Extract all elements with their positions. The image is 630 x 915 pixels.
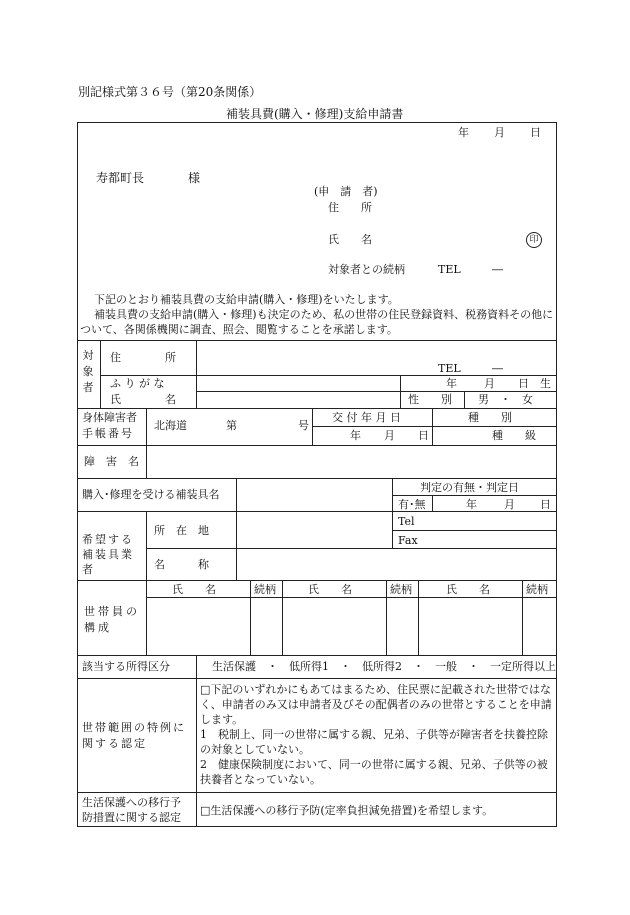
household-name-col-3: 氏 名 — [446, 583, 490, 596]
applicant-tel-dash: ― — [492, 263, 503, 276]
certificate-go: 号 — [298, 419, 309, 432]
judgment-yes-no: 有･無 — [398, 498, 426, 511]
certificate-grade: 種 級 — [492, 429, 536, 442]
household-relation-col-3: 続柄 — [526, 583, 548, 596]
applicant-tel-label: TEL — [438, 263, 461, 276]
certificate-prefecture: 北海道 — [154, 419, 187, 432]
vendor-name-label: 名 称 — [154, 558, 209, 571]
date-day: 日 — [530, 126, 541, 139]
device-name-label: 購入･修理を受ける補装具名 — [82, 488, 220, 501]
vendor-fax-label: Fax — [398, 534, 418, 547]
vendor-label: 希望する補装具業者 — [82, 533, 134, 576]
addressee-suffix: 様 — [188, 171, 201, 185]
furigana-label: ふ り が な — [110, 377, 165, 390]
issue-date-label: 交 付 年 月 日 — [332, 411, 401, 424]
income-label: 該当する所得区分 — [82, 660, 170, 673]
special-item-2: 2 健康保険制度において、同一の世帯に属する親、兄弟、子供等の被扶養者となっていない。 — [200, 758, 548, 786]
household-relation-col-1: 続柄 — [254, 583, 276, 596]
issue-day: 日 — [418, 429, 429, 442]
applicant-header: (申 請 者) — [314, 185, 378, 198]
certificate-dai: 第 — [226, 419, 237, 432]
transition-label-2: 防措置に関する認定 — [82, 811, 181, 824]
date-year: 年 — [458, 126, 469, 139]
sex-label: 性 別 — [408, 393, 452, 406]
household-name-col-2: 氏 名 — [308, 583, 352, 596]
birth-year: 年 — [446, 377, 457, 390]
household-relation-col-2: 続柄 — [390, 583, 412, 596]
subject-address-label: 住 所 — [110, 351, 176, 364]
birth-month: 月 — [484, 377, 495, 390]
subject-name-label: 氏 名 — [110, 393, 176, 406]
sex-options: 男 ・ 女 — [478, 393, 533, 406]
seal-mark: 印 — [526, 232, 542, 248]
household-label: 世帯員の構成 — [84, 605, 140, 634]
special-item-1: 1 税制上、同一の世帯に属する親、兄弟、子供等が障害者を扶養控除の対象としていない。 — [200, 728, 548, 756]
issue-year: 年 — [350, 429, 361, 442]
form-number: 別記様式第３６号（第20条関係） — [78, 85, 262, 99]
applicant-name-label: 氏 名 — [328, 233, 372, 246]
intro-line1: 下記のとおり補装具費の支給申請(購入・修理)をいたします。 — [94, 293, 399, 306]
certificate-type: 種 別 — [468, 411, 512, 424]
judgment-year: 年 — [466, 498, 477, 511]
certificate-label-2: 手帳番号 — [82, 427, 134, 440]
subject-label: 対象者 — [82, 349, 94, 394]
judgment-month: 月 — [504, 498, 515, 511]
household-name-col-1: 氏 名 — [172, 583, 216, 596]
transition-label-1: 生活保護への移行予 — [82, 796, 181, 809]
date-month: 月 — [494, 126, 505, 139]
income-options: 生活保護 ・ 低所得1 ・ 低所得2 ・ 一般 ・ 一定所得以上 — [212, 660, 556, 673]
birth-suffix: 生 — [540, 377, 551, 390]
applicant-relation-label: 対象者との続柄 — [328, 263, 405, 276]
applicant-address-label: 住 所 — [328, 201, 372, 214]
special-text: □下記のいずれかにもあてはまるため、住民票に記載された世帯ではなく、申請者のみ又は申請者及びその配偶者のみの世帯とすることを申請します。 — [200, 683, 552, 726]
birth-day: 日 — [518, 377, 529, 390]
transition-text: □生活保護への移行予防(定率負担減免措置)を希望します。 — [200, 804, 494, 817]
special-label: 世帯範囲の特例に関する認定 — [82, 721, 186, 750]
certificate-label-1: 身体障害者 — [82, 411, 137, 424]
subject-tel-label: TEL — [438, 362, 461, 375]
judgment-day: 日 — [540, 498, 551, 511]
subject-tel-dash: ― — [492, 362, 503, 375]
issue-month: 月 — [384, 429, 395, 442]
vendor-location-label: 所 在 地 — [154, 524, 209, 537]
addressee: 寿都町長 — [96, 171, 145, 185]
disability-name-label: 障 害 名 — [84, 455, 139, 468]
vendor-tel-label: Tel — [398, 515, 415, 528]
form-title: 補装具費(購入・修理)支給申請書 — [226, 107, 404, 121]
intro-line2: 補装具費の支給申請(購入・修理)も決定のため、私の世帯の住民登録資料、税務資料その他について、各関係機関に調査、照会、閲覧することを承諾します。 — [80, 308, 554, 336]
judgment-header: 判定の有無・判定日 — [420, 481, 519, 494]
